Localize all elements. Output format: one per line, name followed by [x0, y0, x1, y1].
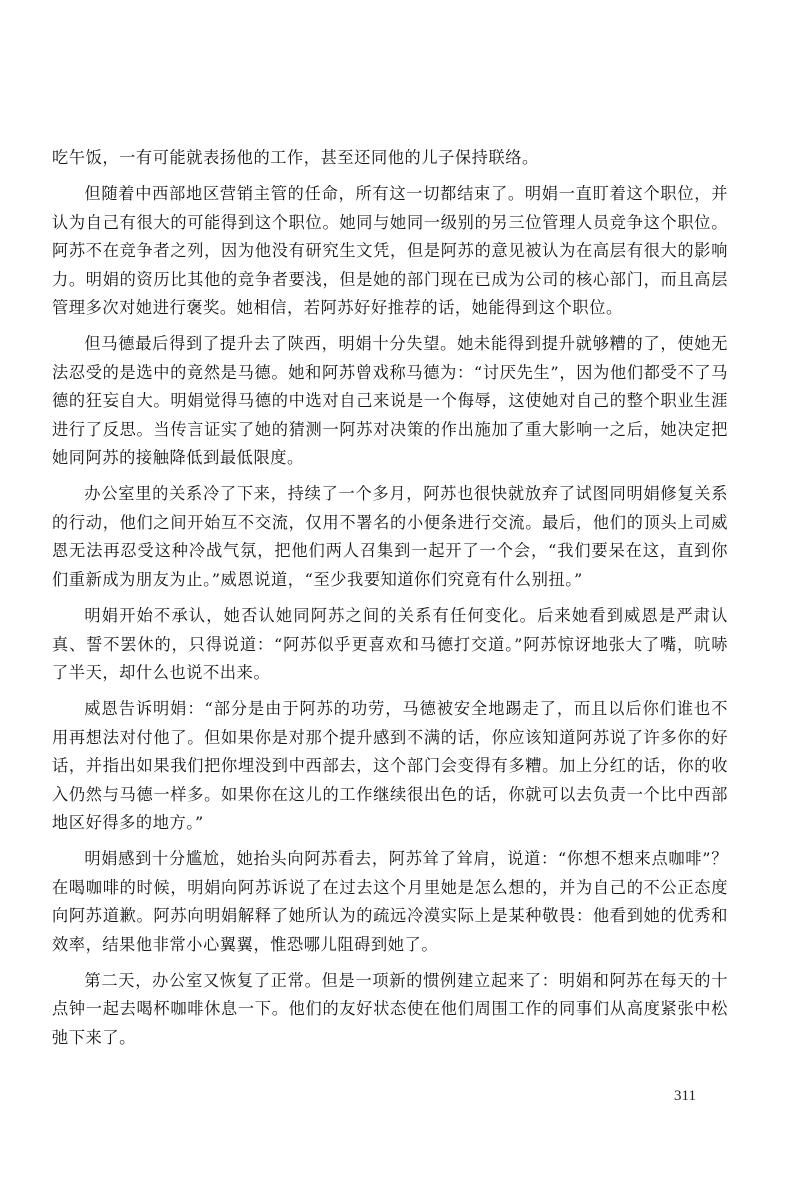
page-number: 311	[674, 1088, 696, 1104]
paragraph-7: 明娟感到十分尴尬，她抬头向阿苏看去，阿苏耸了耸肩，说道：“你想不想来点咖啡”？在喝咖啡的时候，明娟向阿苏诉说了在过去这个月里她是怎么想的，并为自己的不公正态度向阿苏道歉。阿苏向明娟解释了她所认为的疏远冷漠实际上是某种敬畏：他看到她的优秀和效率，结果他非常小心翼翼，惟恐哪儿阻碍到她了。	[52, 849, 728, 954]
paragraph-5: 明娟开始不承认，她否认她同阿苏之间的关系有任何变化。后来她看到威恩是严肃认真、誓不罢休的，只得说道：“阿苏似乎更喜欢和马德打交道。”阿苏惊讶地张大了嘴，吭哧了半天，却什么也说不出来。	[52, 606, 728, 682]
paragraph-4: 办公室里的关系冷了下来，持续了一个多月，阿苏也很快就放弃了试图同明娟修复关系的行动，他们之间开始互不交流，仅用不署名的小便条进行交流。最后，他们的顶头上司威恩无法再忍受这种冷战气氛，把他们两人召集到一起开了一个会，“我们要呆在这，直到你们重新成为朋友为止。”威恩说道，“至少我要知道你们究竟有什么别扭。”	[52, 484, 728, 589]
page-body	[52, 144, 728, 1060]
paragraph-1: 吃午饭，一有可能就表扬他的工作，甚至还同他的儿子保持联络。	[52, 148, 539, 167]
paragraph-3: 但马德最后得到了提升去了陕西，明娟十分失望。她未能得到提升就够糟的了，使她无法忍受的是选中的竟然是马德。她和阿苏曾戏称马德为：“讨厌先生”，因为他们都受不了马德的狂妄自大。明娟觉得马德的中选对自己来说是一个侮辱，这使她对自己的整个职业生涯进行了反思。当传言证实了她的猜测一阿苏对决策的作出施加了重大影响一之后，她决定把她同阿苏的接触降低到最低限度。	[52, 334, 728, 468]
paragraph-2: 但随着中西部地区营销主管的任命，所有这一切都结束了。明娟一直盯着这个职位，并认为自己有很大的可能得到这个职位。她同与她同一级别的另三位管理人员竞争这个职位。阿苏不在竞争者之列，因为他没有研究生文凭，但是阿苏的意见被认为在高层有很大的影响力。明娟的资历比其他的竞争者要浅，但是她的部门现在已成为公司的核心部门，而且高层管理多次对她进行褒奖。她相信，若阿苏好好推荐的话，她能得到这个职位。	[52, 184, 728, 318]
paragraph-6: 威恩告诉明娟：“部分是由于阿苏的功劳，马德被安全地踢走了，而且以后你们谁也不用再想法对付他了。但如果你是对那个提升感到不满的话，你应该知道阿苏说了许多你的好话，并指出如果我们把你埋没到中西部去，这个部门会变得有多糟。加上分红的话，你的收入仍然与马德一样多。如果你在这儿的工作继续很出色的话，你就可以去负责一个比中西部地区好得多的地方。”	[52, 699, 728, 832]
paragraph-8: 第二天，办公室又恢复了正常。但是一项新的惯例建立起来了：明娟和阿苏在每天的十点钟一起去喝杯咖啡休息一下。他们的友好状态使在他们周围工作的同事们从高度紧张中松弛下来了。	[52, 970, 728, 1047]
